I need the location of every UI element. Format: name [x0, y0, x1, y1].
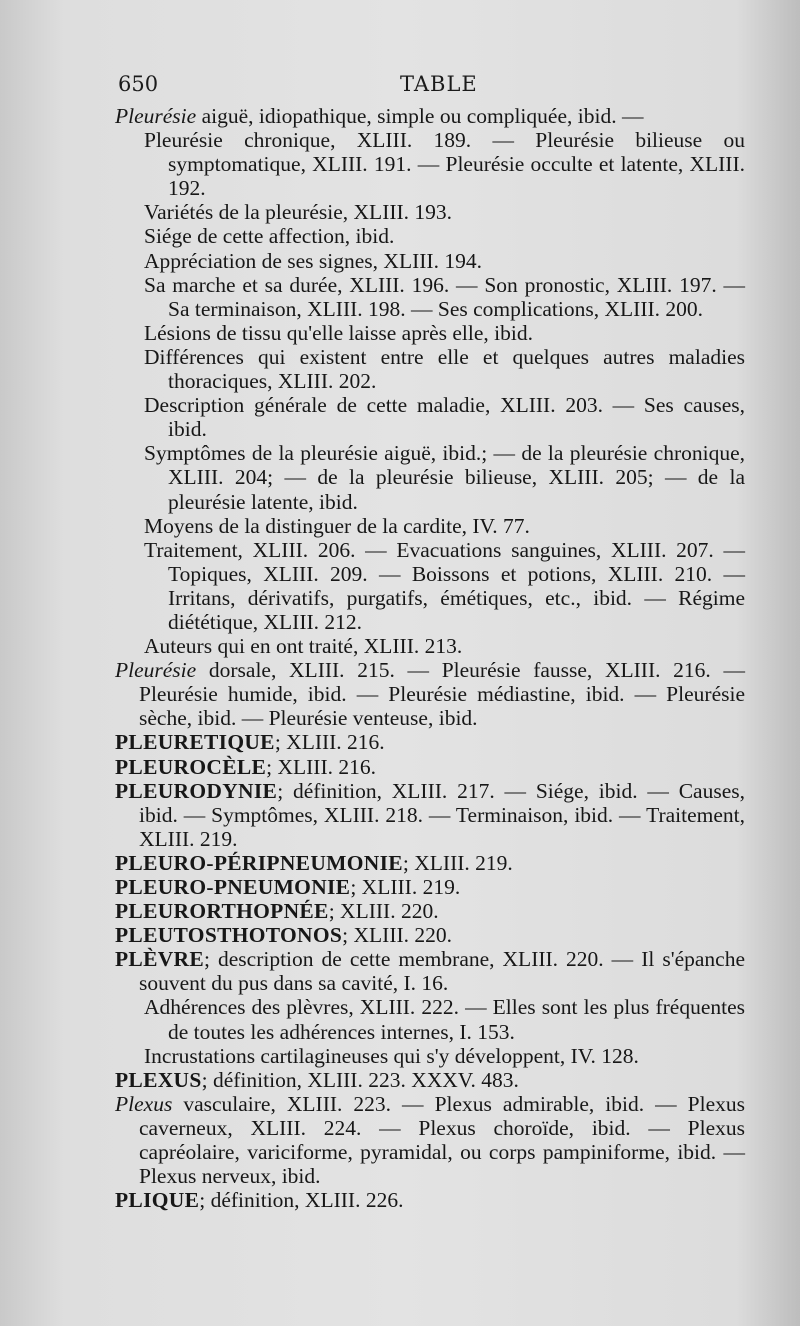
- index-entry: [115, 658, 745, 730]
- index-subentry: [115, 441, 745, 513]
- entry-headword: PLÈVRE: [115, 947, 205, 972]
- entry-headword: Pleurésie: [115, 658, 197, 683]
- entry-headword: PLIQUE: [115, 1188, 200, 1213]
- entry-text: Incrustations cartilagineuses qui s'y développent, IV. 128.: [144, 1043, 639, 1068]
- entry-text: Auteurs qui en ont traité, XLIII. 213.: [144, 634, 463, 659]
- entry-text: ; XLIII. 216.: [274, 730, 385, 755]
- index-subentry: [115, 1044, 745, 1068]
- entry-text: Symptômes de la pleurésie aiguë, ibid.; — de la pleurésie chronique, XLIII. 204; — de la pleurésie bilieuse, XLIII. 205; — de la pleurésie latente, ibid.: [144, 441, 745, 514]
- entry-headword: PLEUROCÈLE: [115, 754, 267, 779]
- index-subentry: [115, 634, 745, 658]
- index-entry: [115, 851, 745, 875]
- index-subentry: [115, 514, 745, 538]
- entry-text: ; XLIII. 219.: [402, 850, 513, 875]
- index-subentry: [115, 273, 745, 321]
- entry-headword: PLEURODYNIE: [115, 778, 278, 803]
- index-entry: [115, 104, 745, 128]
- entry-headword: PLEURO-PÉRIPNEUMONIE: [115, 850, 403, 875]
- index-subentry: [115, 393, 745, 441]
- entry-text: Lésions de tissu qu'elle laisse après elle, ibid.: [144, 320, 533, 345]
- index-subentry: [115, 200, 745, 224]
- index-entry: [115, 1068, 745, 1092]
- entry-text: ; XLIII. 220.: [342, 923, 453, 948]
- entry-text: ; XLIII. 220.: [328, 899, 439, 924]
- entry-text: ; description de cette membrane, XLIII. 220. — Il s'épanche souvent du pus dans sa cavité, I. 16.: [139, 947, 745, 996]
- entry-text: ; XLIII. 219.: [350, 875, 461, 899]
- entry-text: Différences qui existent entre elle et quelques autres maladies thoraciques, XLIII. 202.: [144, 344, 745, 394]
- index-entry: [115, 947, 745, 995]
- entry-headword: Pleurésie: [115, 104, 197, 128]
- entry-text: aiguë, idiopathique, simple ou compliquée, ibid. —: [196, 104, 644, 128]
- index-subentry: [115, 224, 745, 248]
- entry-text: Moyens de la distinguer de la cardite, IV. 77.: [144, 513, 530, 538]
- index-entry: [115, 923, 745, 947]
- entry-headword: PLEURORTHOPNÉE: [115, 899, 329, 924]
- entry-text: ; définition, XLIII. 217. — Siége, ibid. — Causes, ibid. — Symptômes, XLIII. 218. — Terminaison, ibid. — Traitement, XLIII. 219.: [139, 778, 745, 851]
- index-subentry: [115, 538, 745, 634]
- index-subentry: [115, 345, 745, 393]
- entry-text: ; définition, XLIII. 223. XXXV. 483.: [201, 1067, 519, 1092]
- entry-text: Siége de cette affection, ibid.: [144, 224, 395, 249]
- index-entry: [115, 779, 745, 851]
- index-entries: [115, 104, 745, 1212]
- page-number: 650: [118, 72, 159, 96]
- index-entry: [115, 1188, 745, 1212]
- entry-text: ; XLIII. 216.: [266, 754, 377, 779]
- entry-text: ; définition, XLIII. 226.: [199, 1188, 404, 1213]
- running-title: TABLE: [400, 72, 478, 96]
- index-entry: [115, 1092, 745, 1188]
- entry-headword: PLEXUS: [115, 1067, 202, 1092]
- entry-headword: Plexus: [115, 1091, 173, 1116]
- index-subentry: [115, 128, 745, 200]
- entry-headword: PLEURO-PNEUMONIE: [115, 875, 351, 899]
- entry-headword: PLEUTOSTHOTONOS: [115, 923, 343, 948]
- index-subentry: [115, 321, 745, 345]
- entry-text: Adhérences des plèvres, XLIII. 222. — Elles sont les plus fréquentes de toutes les adhérences internes, I. 153.: [144, 995, 745, 1044]
- index-subentry: [115, 249, 745, 273]
- entry-text: Appréciation de ses signes, XLIII. 194.: [144, 248, 482, 273]
- entry-headword: PLEURETIQUE: [115, 730, 275, 755]
- entry-text: Pleurésie chronique, XLIII. 189. — Pleurésie bilieuse ou symptomatique, XLIII. 191. — Pleurésie occulte et latente, XLIII. 192.: [144, 128, 745, 201]
- index-entry: [115, 730, 745, 754]
- entry-text: vasculaire, XLIII. 223. — Plexus admirable, ibid. — Plexus caverneux, XLIII. 224. — Plexus choroïde, ibid. — Plexus capréolaire, variciforme, pyramidal, ou corps pampiniforme, ibid. — Plexus nerveux, ibid.: [139, 1091, 745, 1189]
- entry-text: Description générale de cette maladie, XLIII. 203. — Ses causes, ibid.: [144, 393, 745, 442]
- entry-text: Traitement, XLIII. 206. — Evacuations sanguines, XLIII. 207. — Topiques, XLIII. 209. — Boissons et potions, XLIII. 210. — Irritans, dérivatifs, purgatifs, émétiques, etc., ibid. — Régime diététique, XLIII. 212.: [144, 537, 745, 634]
- index-entry: [115, 755, 745, 779]
- page-header: [118, 72, 738, 108]
- index-entry: [115, 899, 745, 923]
- index-subentry: [115, 995, 745, 1043]
- entry-text: Sa marche et sa durée, XLIII. 196. — Son pronostic, XLIII. 197. — Sa terminaison, XLIII. 198. — Ses complications, XLIII. 200.: [144, 272, 745, 321]
- entry-text: dorsale, XLIII. 215. — Pleurésie fausse, XLIII. 216. — Pleurésie humide, ibid. — Pleurésie médiastine, ibid. — Pleurésie sèche, ibid. — Pleurésie venteuse, ibid.: [139, 658, 745, 731]
- entry-text: Variétés de la pleurésie, XLIII. 193.: [144, 200, 453, 225]
- index-entry: [115, 875, 745, 899]
